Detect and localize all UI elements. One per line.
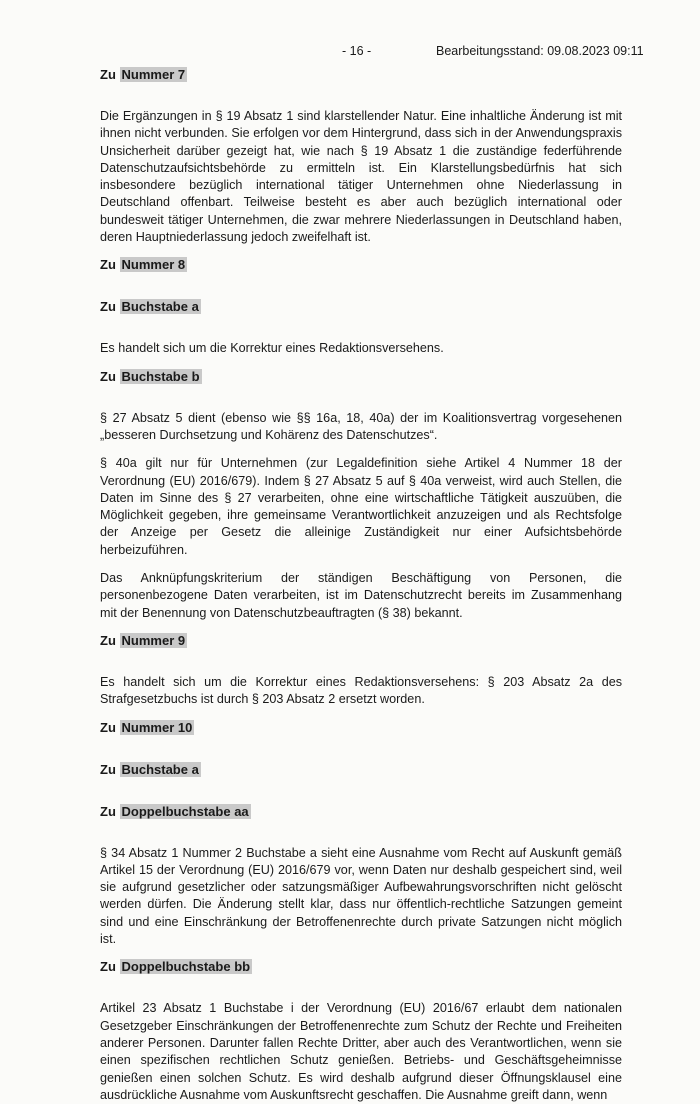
heading-label: Nummer 10 — [121, 719, 193, 735]
heading-prefix: Zu — [100, 368, 116, 384]
heading-prefix: Zu — [100, 959, 116, 975]
page-number: - 16 - — [342, 44, 372, 58]
paragraph: Artikel 23 Absatz 1 Buchstabe i der Verordnung (EU) 2016/67 erlaubt dem nationalen Gesetzgeber Einschränkungen der Betroffenenrechte zum Schutz der Rechte und Freiheiten anderer Personen. Darunter fallen Rechte Dritter, aber auch des Verantwortlichen, wenn sie einen spezifischen rechtlichen Schutz genießen. Betriebs- und Geschäftsgeheimnisse genießen einen solchen Schutz. Es wird deshalb aufgrund dieser Öffnungsklausel eine ausdrückliche Ausnahme vom Auskunftsrecht geschaffen. Die Ausnahme greift dann, wenn — [100, 1001, 622, 1102]
paragraph: § 40a gilt nur für Unternehmen (zur Legaldefinition siehe Artikel 4 Nummer 18 der Verordnung (EU) 2016/679). Indem § 27 Absatz 5 auf § 40a verweist, wird auch Stellen, die Daten im Sinne des § 27 verarbeiten, ohne eine wirtschaftliche Tätigkeit auszuüben, die Möglichkeit gegeben, ihre gemeinsame Verantwortlichkeit anzuzeigen und als Rechtsfolge der Anzeige per Gesetz die alleinige Zuständigkeit nur einer Aufsichtsbehörde herbeizuführen. — [100, 456, 622, 557]
section-heading — [100, 632, 622, 650]
heading-prefix: Zu — [100, 632, 116, 648]
heading-prefix: Zu — [100, 761, 116, 777]
heading-label: Buchstabe a — [121, 299, 199, 315]
heading-label: Nummer 7 — [121, 67, 186, 82]
heading-label: Doppelbuchstabe aa — [121, 803, 249, 819]
paragraph: Es handelt sich um die Korrektur eines Redaktionsversehens. — [100, 341, 444, 356]
heading-prefix: Zu — [100, 257, 116, 273]
paragraph: § 34 Absatz 1 Nummer 2 Buchstabe a sieht eine Ausnahme vom Recht auf Auskunft gemäß Artikel 15 der Verordnung (EU) 2016/679 vor, wenn Daten nur deshalb gespeichert sind, weil sie aufgrund gesetzlicher oder satzungsmäßiger Aufbewahrungsvorschriften nicht gelöscht werden dürfen. Die Änderung stellt klar, dass nur öffentlich-rechtliche Satzungen gemeint sind und eine Einschränkung der Betroffenenrechte durch private Satzungen nicht möglich ist. — [100, 845, 622, 947]
section-heading — [100, 719, 622, 737]
edit-status: Bearbeitungsstand: 09.08.2023 09:11 — [436, 44, 644, 58]
heading-prefix: Zu — [100, 299, 116, 315]
heading-label: Nummer 8 — [121, 257, 186, 273]
section-heading — [100, 66, 622, 84]
heading-label: Buchstabe b — [121, 368, 200, 384]
heading-label: Nummer 9 — [121, 632, 186, 648]
document-body — [100, 66, 622, 1104]
paragraph: § 27 Absatz 5 dient (ebenso wie §§ 16a, 18, 40a) der im Koalitionsvertrag vorgesehenen „besseren Durchsetzung und Kohärenz des Datenschutzes“. — [100, 410, 622, 442]
section-heading — [100, 256, 622, 274]
paragraph: Die Ergänzungen in § 19 Absatz 1 sind klarstellender Natur. Eine inhaltliche Änderung ist mit ihnen nicht verbunden. Sie erfolgen vor dem Hintergrund, dass sich in der Anwendungspraxis Unsicherheit darüber gezeigt hat, wie nach § 19 Absatz 1 die zuständige federführende Datenschutzaufsichtsbehörde zu ermitteln ist. Ein Klarstellungsbedürfnis hat sich insbesondere bezüglich international tätiger Unternehmen ohne Niederlassung in Deutschland offenbart. Teilweise besteht es aber auch bezüglich international oder bundesweit tätiger Unternehmen, die zwar mehrere Niederlassungen in Deutschland haben, deren Hauptniederlassung jedoch zweifelhaft ist. — [100, 109, 622, 245]
page-header — [0, 44, 700, 60]
section-heading — [100, 298, 622, 316]
heading-label: Doppelbuchstabe bb — [121, 959, 251, 975]
heading-prefix: Zu — [100, 803, 116, 819]
heading-label: Buchstabe a — [121, 761, 199, 777]
section-heading — [100, 761, 622, 779]
section-heading — [100, 803, 622, 821]
heading-prefix: Zu — [100, 67, 116, 82]
section-heading — [100, 368, 622, 386]
paragraph: Es handelt sich um die Korrektur eines Redaktionsversehens: § 203 Absatz 2a des Strafgesetzbuchs ist durch § 203 Absatz 2 ersetzt worden. — [100, 674, 622, 707]
paragraph: Das Anknüpfungskriterium der ständigen Beschäftigung von Personen, die personenbezogene Daten verarbeiten, ist im Datenschutzrecht bereits im Zusammenhang mit der Benennung von Datenschutzbeauftragten (§ 38) bekannt. — [100, 571, 622, 620]
heading-prefix: Zu — [100, 719, 116, 735]
section-heading — [100, 958, 622, 976]
